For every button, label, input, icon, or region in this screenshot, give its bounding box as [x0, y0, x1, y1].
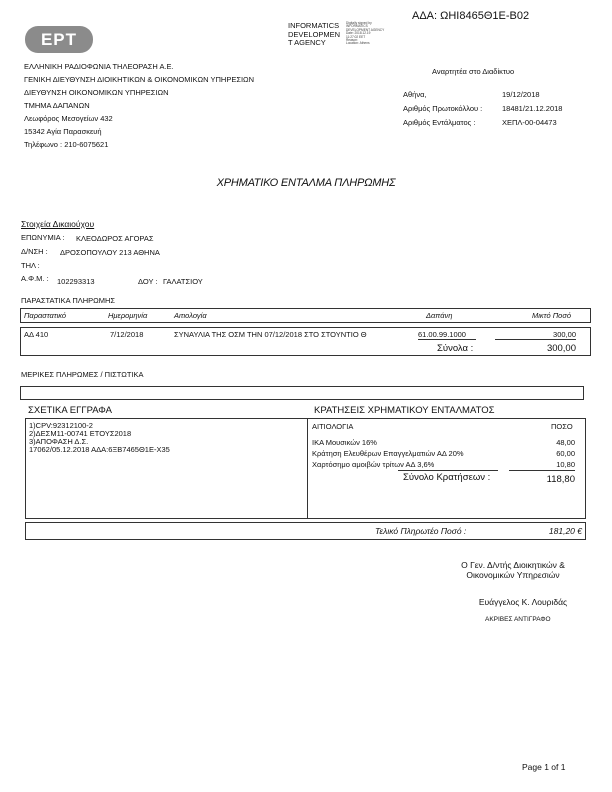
phone-label: ΤΗΛ : — [21, 261, 40, 270]
related-doc-line: 2)ΔΕΣΜ11-00741 ΕΤΟΥΣ2018 — [29, 429, 132, 438]
amount-underline — [495, 339, 576, 340]
stamp-line: DEVELOPMENT AGENCY — [346, 27, 385, 32]
page-number: Page 1 of 1 — [522, 762, 566, 772]
certified-copy-stamp: ΑΚΡΙΒΕΣ ΑΝΤΙΓΡΑΦΟ — [485, 616, 551, 623]
column-divider — [307, 418, 308, 519]
beneficiary-section-label: Στοιχεία Δικαιούχου — [21, 219, 95, 229]
doy-label: ΔΟΥ : — [138, 277, 158, 286]
totals-label: Σύνολα : — [437, 343, 474, 354]
org-line: ΓΕΝΙΚΗ ΔΙΕΥΘΥΝΣΗ ΔΙΟΙΚΗΤΙΚΩΝ & ΟΙΚΟΝΟΜΙΚΩΝ ΥΠΗΡΕΣΙΩΝ — [24, 75, 255, 84]
deduction-reason: Κράτηση Ελευθέρων Επαγγελματιών ΑΔ 20% — [312, 449, 464, 458]
meta-label: Αριθμός Πρωτοκόλλου : — [403, 104, 483, 113]
expense-underline — [418, 339, 476, 340]
afm-label: Α.Φ.Μ. : — [21, 274, 49, 283]
col-header-amount: Μικτό Ποσό — [532, 311, 572, 320]
deductions-total-underline-right — [509, 470, 575, 471]
meta-values — [502, 88, 562, 130]
digital-signature-stamp — [346, 22, 384, 46]
meta-value: ΧΕΠΛ-00-04473 — [502, 118, 557, 127]
deductions-total-value: 118,80 — [546, 474, 575, 485]
org-line: 15342 Αγία Παρασκευή — [24, 127, 102, 136]
meta-labels — [403, 88, 482, 130]
organization-block — [24, 60, 254, 151]
ada-code: ΑΔΑ: ΩΗΙ8465Θ1Ε-Β02 — [412, 10, 530, 22]
informatics-line: INFORMATICS — [288, 21, 340, 30]
related-docs-list — [29, 422, 170, 454]
stamp-line: Digitally signed by — [346, 21, 372, 25]
meta-value: 19/12/2018 — [502, 90, 540, 99]
col-header-date: Ημερομηνία — [108, 311, 148, 320]
ert-logo: ΕΡΤ — [25, 26, 93, 53]
doy-value: ΓΑΛΑΤΣΙΟΥ — [163, 277, 203, 286]
signatory-name: Ευάγγελος Κ. Λουριδάς — [478, 597, 568, 607]
signatory-role-line: Ο Γεν. Δ/ντής Διοικητικών & — [461, 560, 565, 570]
related-doc-line: 1)CPV:92312100-2 — [29, 421, 93, 430]
stamp-line: 11:27:02 EET — [346, 34, 366, 39]
final-amount-box — [25, 522, 586, 540]
final-amount-value: 181,20 € — [548, 526, 582, 536]
partial-payments-box — [20, 386, 584, 400]
org-line: ΕΛΛΗΝΙΚΗ ΡΑΔΙΟΦΩΝΙΑ ΤΗΛΕΟΡΑΣΗ Α.Ε. — [24, 62, 174, 71]
stamp-line: Location: Athens — [346, 41, 370, 46]
org-line: ΤΜΗΜΑ ΔΑΠΑΝΩΝ — [24, 101, 90, 110]
deduction-reason: Χαρτόσημο αμοιβών τρίτων ΑΔ 3,6% — [312, 460, 435, 469]
address-label: Δ/ΝΣΗ : — [21, 247, 48, 256]
name-label: ΕΠΩΝΥΜΙΑ : — [21, 233, 65, 242]
documents-header-row — [20, 308, 591, 323]
deduction-amount: 48,00 — [556, 438, 575, 447]
deductions-total-underline-left — [398, 470, 498, 471]
posting-note: Αναρτητέα στο Διαδίκτυο — [432, 67, 515, 76]
deduction-amount: 10,80 — [556, 460, 575, 469]
related-docs-label: ΣΧΕΤΙΚΑ ΕΓΓΡΑΦΑ — [28, 405, 112, 416]
row-expense: 61.00.99.1000 — [418, 330, 466, 339]
deduction-reason: ΙΚΑ Μουσικών 16% — [312, 438, 377, 447]
totals-value: 300,00 — [546, 343, 576, 354]
stamp-line: INFORMATICS — [346, 24, 368, 29]
deductions-label: ΚΡΑΤΗΣΕΙΣ ΧΡΗΜΑΤΙΚΟΥ ΕΝΤΑΛΜΑΤΟΣ — [314, 405, 495, 416]
final-amount-label: Τελικό Πληρωτέο Ποσό : — [375, 526, 467, 536]
col-header-reason: Αιτιολογία — [174, 311, 207, 320]
meta-value: 18481/21.12.2018 — [502, 104, 563, 113]
document-title: ΧΡΗΜΑΤΙΚΟ ΕΝΤΑΛΜΑ ΠΛΗΡΩΜΗΣ — [216, 177, 396, 189]
deductions-col-amount: ΠΟΣΟ — [551, 422, 573, 431]
afm-value: 102293313 — [57, 277, 95, 286]
signatory-role-line: Οικονομικών Υπηρεσιών — [466, 570, 560, 580]
row-amount: 300,00 — [553, 330, 576, 339]
related-doc-line: 17062/05.12.2018 ΑΔΑ:6ΞΒ7465Θ1Ε-Χ35 — [29, 445, 170, 454]
row-reason: ΣΥΝΑΥΛΙΑ ΤΗΣ ΟΣΜ ΤΗΝ 07/12/2018 ΣΤΟ ΣΤΟΥΝΤΙΟ Θ — [174, 330, 367, 339]
org-line: Λεωφόρος Μεσογείων 432 — [24, 114, 113, 123]
related-doc-line: 3)ΑΠΟΦΑΣΗ Δ.Σ. — [29, 437, 89, 446]
informatics-line: DEVELOPMEN — [288, 29, 341, 39]
col-header-document: Παραστατικό — [24, 311, 67, 320]
stamp-line: Date: 2018.12.19 — [346, 31, 371, 36]
stamp-line: Reason: — [346, 38, 358, 43]
documents-section-label: ΠΑΡΑΣΤΑΤΙΚΑ ΠΛΗΡΩΜΗΣ — [21, 296, 116, 305]
meta-label: Αριθμός Εντάλματος : — [403, 118, 476, 127]
meta-label: Αθήνα, — [403, 90, 427, 99]
name-value: ΚΛΕΟΔΩΡΟΣ ΑΓΟΡΑΣ — [76, 234, 154, 243]
deductions-col-reason: ΑΙΤΙΟΛΟΓΙΑ — [312, 422, 354, 431]
informatics-line: T AGENCY — [288, 38, 326, 47]
org-line: Τηλέφωνο : 210-6075621 — [24, 140, 109, 149]
org-line: ΔΙΕΥΘΥΝΣΗ ΟΙΚΟΝΟΜΙΚΩΝ ΥΠΗΡΕΣΙΩΝ — [24, 88, 169, 97]
informatics-agency-label — [288, 22, 340, 48]
row-document: ΑΔ 410 — [24, 330, 49, 339]
address-value: ΔΡΟΣΟΠΟΥΛΟΥ 213 ΑΘΗΝΑ — [60, 248, 160, 257]
col-header-expense: Δαπάνη — [426, 311, 453, 320]
partial-payments-label: ΜΕΡΙΚΕΣ ΠΛΗΡΩΜΕΣ / ΠΙΣΤΩΤΙΚΑ — [21, 370, 144, 379]
row-date: 7/12/2018 — [110, 330, 144, 339]
deductions-total-label: Σύνολο Κρατήσεων : — [403, 472, 491, 483]
signatory-role — [440, 560, 586, 580]
deduction-amount: 60,00 — [556, 449, 575, 458]
